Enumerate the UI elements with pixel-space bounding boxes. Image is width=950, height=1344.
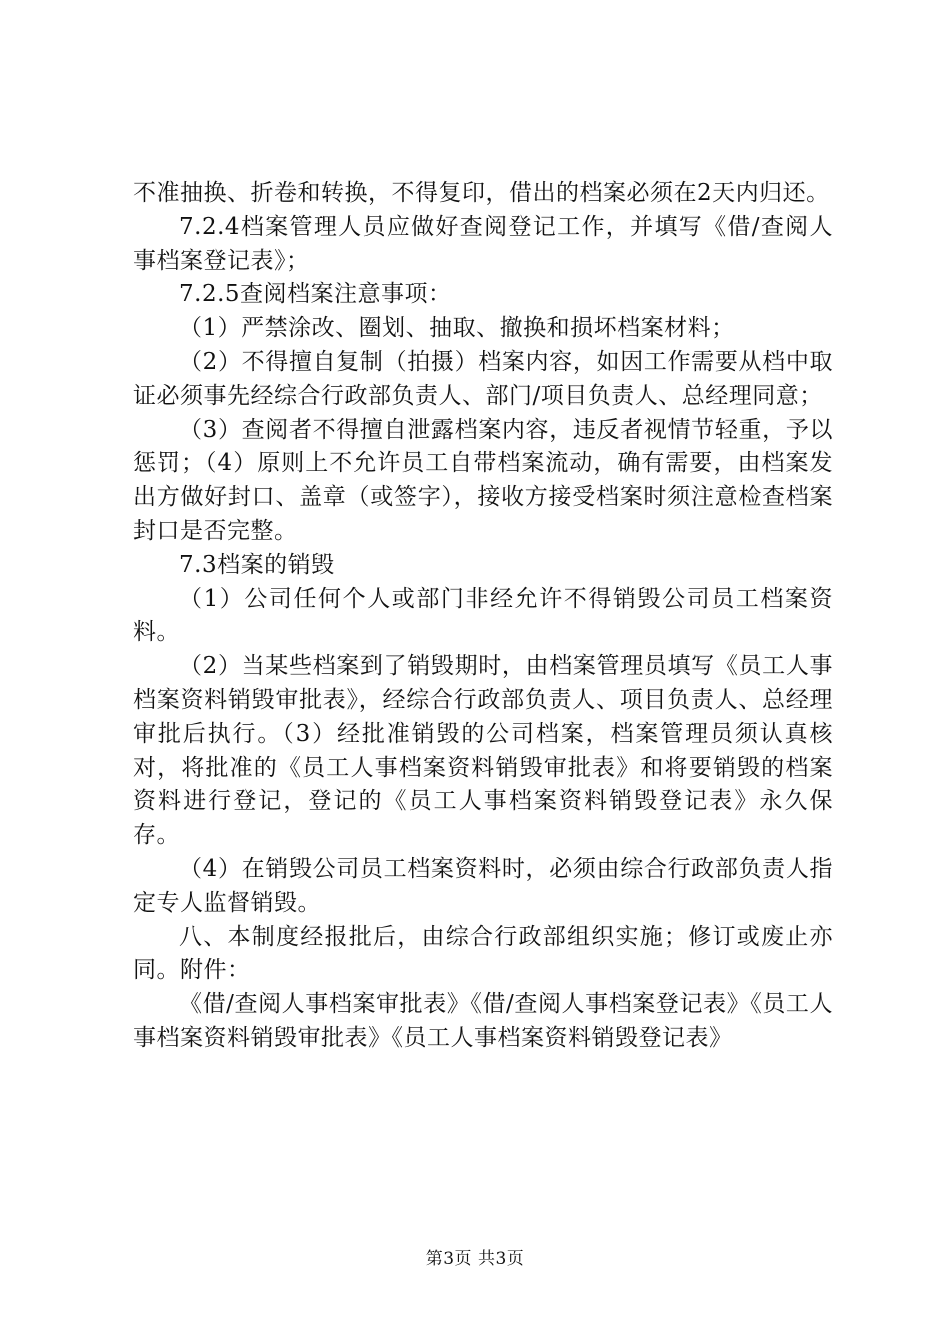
paragraph-return-rule: 不准抽换、折卷和转换，不得复印，借出的档案必须在2天内归还。 — [133, 180, 830, 206]
paragraph-destroy-1: （1）公司任何个人或部门非经允许不得销毁公司员工档案资料。 — [133, 585, 833, 646]
paragraph-attachments: 《借/查阅人事档案审批表》《借/查阅人事档案登记表》《员工人事档案资料销毁审批表》《员工人事档案资料销毁登记表》 — [133, 991, 833, 1051]
paragraph-7-2-5: 7.2.5查阅档案注意事项： — [179, 281, 452, 308]
paragraph-destroy-2-3: （2）当某些档案到了销毁期时，由档案管理员填写《员工人事档案资料销毁审批表》，经综合行政部负责人、项目负责人、总经理审批后执行。（3）经批准销毁的公司档案，档案管理员须认真核对，将批准的《员工人事档案资料销毁审批表》和将要销毁的档案资料进行登记，登记的《员工人事档案资料销毁登记表》永久保存。 — [133, 653, 833, 849]
paragraph-destroy-4: （4）在销毁公司员工档案资料时，必须由综合行政部负责人指定专人监督销毁。 — [133, 855, 833, 916]
paragraph-item-2: （2）不得擅自复制（拍摄）档案内容，如因工作需要从档中取证必须事先经综合行政部负责人、部门/项目负责人、总经理同意； — [133, 348, 833, 409]
paragraph-section-8: 八、本制度经报批后，由综合行政部组织实施；修订或废止亦同。附件： — [133, 923, 833, 984]
paragraph-item-3-4: （3）查阅者不得擅自泄露档案内容，违反者视情节轻重，予以惩罚；（4）原则上不允许员工自带档案流动，确有需要，由档案发出方做好封口、盖章（或签字），接收方接受档案时须注意检查档案封口是否完整。 — [133, 416, 833, 544]
paragraph-item-1: （1）严禁涂改、圈划、抽取、撤换和损坏档案材料； — [179, 315, 735, 342]
page-footer: 第3页 共3页 — [425, 1249, 525, 1269]
document-body — [133, 177, 833, 1056]
paragraph-7-3: 7.3档案的销毁 — [179, 551, 335, 578]
paragraph-7-2-4: 7.2.4档案管理人员应做好查阅登记工作，并填写《借/查阅人事档案登记表》； — [133, 213, 833, 274]
